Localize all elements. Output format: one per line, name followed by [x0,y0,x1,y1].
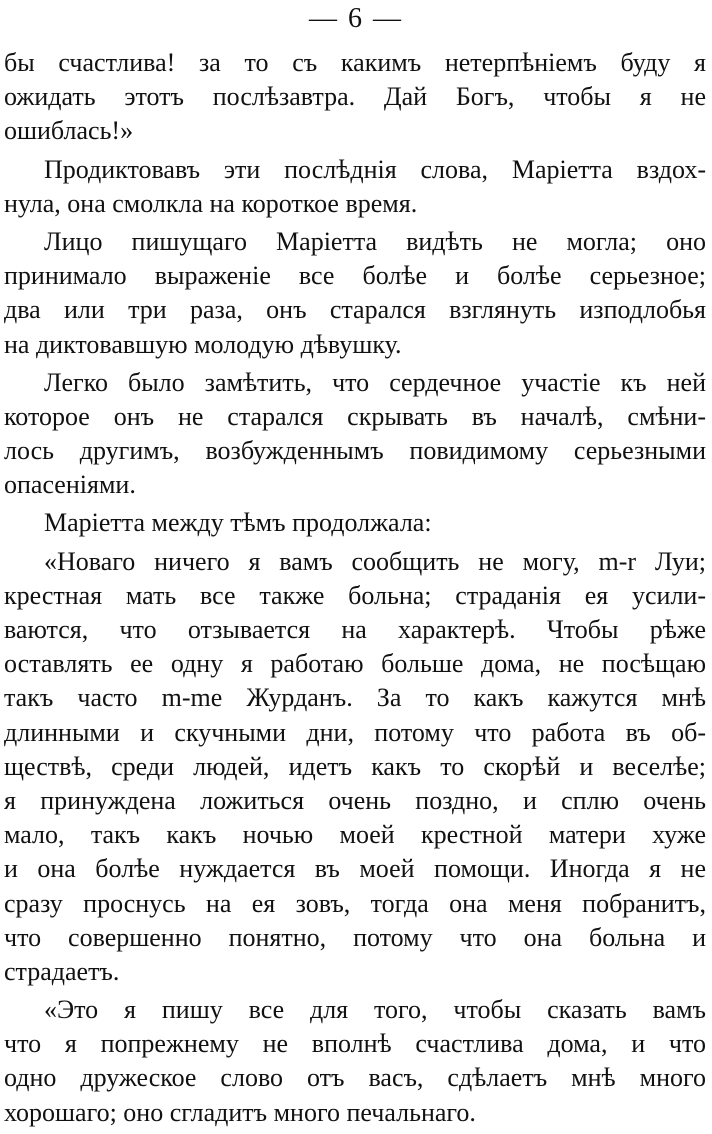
text-line: сразу проснусь на ея зовъ, тогда она меня побранитъ, [4,888,706,918]
paragraph [4,506,706,540]
text-line: ожидать этотъ послѣзавтра. Дай Богъ, чтобы я не [4,82,706,112]
text-line: страдаетъ. [4,956,120,986]
text-line: принимало выраженіе все болѣе и болѣе серьезное; [4,261,706,291]
text-line: Лицо пишущаго Маріетта видѣть не могла; оно [44,226,706,256]
text-line: ваются, что отзывается на характерѣ. Чтобы рѣже [4,615,706,644]
paragraph [4,993,706,1130]
text-line: мало, такъ какъ ночью моей крестной матери хуже [4,820,706,850]
text-line: Легко было замѣтить, что сердечное участіе къ ней [44,367,706,397]
text-line: длинными и скучными дни, потому что работа въ об- [4,717,706,747]
paragraph [4,366,706,503]
text-line: бы счастлива! за то съ какимъ нетерпѣніемъ буду я [4,48,706,77]
text-line: что я попрежнему не вполнѣ счастлива дома, и что [4,1029,706,1059]
text-line: оставлять ее одну я работаю больше дома, не посѣщаю [4,649,706,679]
text-line: я принуждена ложиться очень поздно, и сплю очень [4,785,706,815]
page-body-text [4,46,706,1134]
text-line: два или три раза, онъ старался взглянуть изподлобья [4,295,706,325]
text-line: такъ часто m-me Журданъ. За то какъ кажутся мнѣ [4,683,706,713]
text-line: лось другимъ, возбужденнымъ повидимому серьезными [4,436,706,466]
text-line: Продиктовавъ эти послѣднія слова, Маріетта вздох- [44,154,706,184]
text-line: что совершенно понятно, потому что она больна и [4,922,706,952]
text-line: одно дружеское слово отъ васъ, сдѣлаетъ мнѣ много [4,1063,706,1093]
text-line: на диктовавшую молодую дѣвушку. [4,329,402,359]
text-line: которое онъ не старался скрывать въ началѣ, смѣни- [4,401,706,431]
paragraph [4,545,706,989]
text-line: и она болѣе нуждается въ моей помощи. Иногда я не [4,854,706,884]
text-line: хорошаго; оно сгладитъ много печальнаго. [4,1097,476,1127]
page-number: — 6 — [309,3,403,34]
paragraph [4,225,706,362]
paragraph [4,153,706,221]
text-line: ошиблась!» [4,116,134,146]
text-line: нула, она смолкла на короткое время. [4,188,418,218]
text-line: «Новаго ничего я вамъ сообщить не могу, m-r Луи; [44,546,706,576]
text-line: Маріетта между тѣмъ продолжала: [44,508,432,538]
text-line: «Это я пишу все для того, чтобы сказать вамъ [44,995,706,1025]
text-line: крестная мать все также больна; страданія ея усили- [4,580,706,610]
text-line: опасеніями. [4,470,136,500]
paragraph [4,46,706,149]
text-line: ществѣ, среди людей, идетъ какъ то скорѣй и веселѣе; [4,751,706,781]
